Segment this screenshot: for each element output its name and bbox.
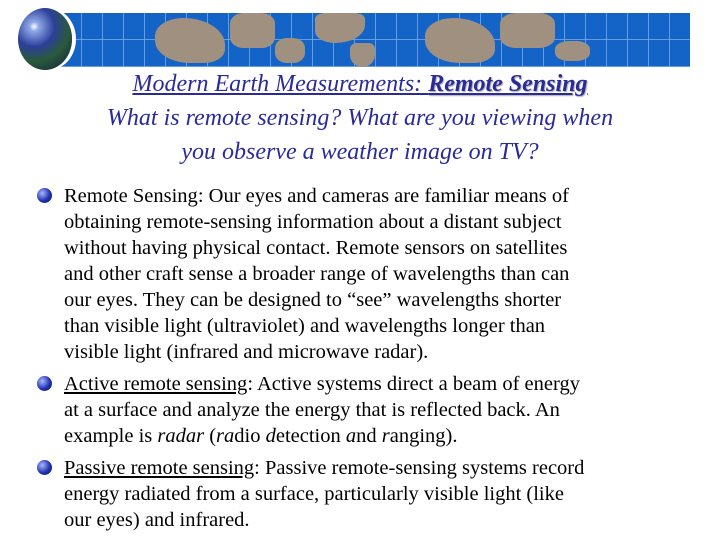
text-line: at a surface and analyze the energy that is reflected back. An: [64, 399, 560, 421]
bullet-icon: [37, 376, 52, 391]
bullet-lead: Active remote sensing: [64, 373, 248, 395]
text-line: : Active systems direct a beam of energy: [247, 373, 580, 395]
text-line: example is radar (radio detection and ranging).: [64, 425, 458, 447]
slide-title: [0, 71, 720, 98]
bullet-icon: [37, 188, 52, 203]
subtitle-line: What is remote sensing? What are you viewing when: [106, 105, 614, 131]
bullet-passive-remote-sensing: [64, 455, 584, 533]
text-line: and other craft sense a broader range of wavelengths than can: [64, 263, 570, 285]
text-line: visible light (infrared and microwave radar).: [64, 341, 429, 363]
title-prefix: Modern Earth Measurements:: [132, 71, 429, 97]
text-line: than visible light (ultraviolet) and wavelengths longer than: [64, 315, 546, 337]
world-map-banner: [60, 13, 690, 67]
bullet-lead: Remote Sensing: [64, 185, 198, 207]
text-line: : Our eyes and cameras are familiar means of: [197, 185, 569, 207]
text-line: our eyes. They can be designed to “see” wavelengths shorter: [64, 289, 562, 311]
bullet-list: [64, 183, 584, 533]
bullet-icon: [37, 460, 52, 475]
text-line: obtaining remote-sensing information about a distant subject: [64, 211, 562, 233]
title-emphasis: Remote Sensing: [428, 71, 588, 97]
bullet-active-remote-sensing: [64, 371, 584, 449]
bullet-lead: Passive remote sensing: [64, 457, 255, 479]
text-line: : Passive remote-sensing systems record: [254, 457, 585, 479]
text-line: our eyes) and infrared.: [64, 509, 250, 531]
bullet-remote-sensing: [64, 183, 584, 365]
text-line: energy radiated from a surface, particularly visible light (like: [64, 483, 564, 505]
text-line: without having physical contact. Remote sensors on satellites: [64, 237, 568, 259]
subtitle-line: you observe a weather image on TV?: [181, 139, 539, 165]
globe-logo: [18, 8, 72, 70]
